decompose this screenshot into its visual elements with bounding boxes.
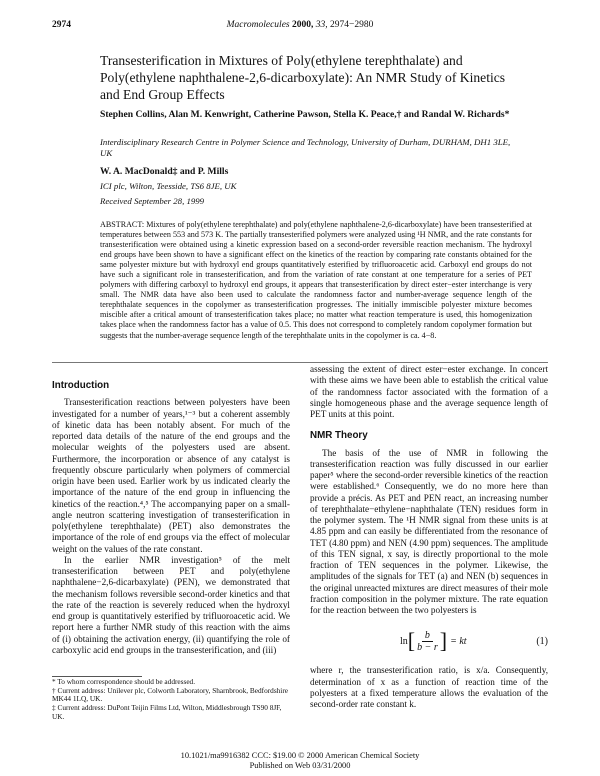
rate-equation [310, 627, 548, 655]
footnotes [52, 678, 290, 722]
introduction-heading: Introduction [52, 380, 110, 391]
received-date: Received September 28, 1999 [100, 196, 205, 206]
page-number: 2974 [52, 20, 71, 30]
left-column [52, 380, 290, 656]
journal-volume: 33, [315, 20, 328, 30]
equation-ln: ln [400, 635, 408, 647]
nmr-theory-paragraph-1: The basis of the use of NMR in following the transesterification reaction was fully discussed in our earlier paper⁵ where the second-order reversible kinetics of the reaction were established.⁶ Consequently, we do no more here than provide a précis. As PET and PEN react, an increasing number of terephthalate−ethylene−naphthalate (TEN) residues form in the polymer system. The ¹H NMR signal from these units is at 4.85 ppm and can easily be differentiated from the resonance of TET (4.80 ppm) and NEN (4.90 ppm) sequences. The amplitude of this TEN signal, x say, is directly proportional to the mole fraction of TEN sequences in the polymer. Likewise, the amplitudes of the signals for TET (a) and NEN (b) sequences in the original unreacted mixtures are direct measures of their mole fraction composition in the polymer mixture. The rate equation for the reaction between the two polyesters is [310, 447, 548, 615]
equation-number: (1) [536, 635, 548, 647]
affiliation-2: ICI plc, Wilton, Teesside, TS6 8JE, UK [100, 181, 237, 191]
journal-year: 2000, [291, 20, 314, 30]
abstract-text: Mixtures of poly(ethylene terephthalate) and poly(ethylene naphthalene-2,6-dicarboxylate) have been transesterified at temperatures between 553 and 573 K. The partially transesterified polymers were analyzed using ¹H NMR, and the rate constants for transesterification were obtained using a kinetic expression based on a second-order reversible reaction mechanism. The hydroxyl end groups have been shown to have a significant effect on the kinetics of the reaction by comparing rate constants obtained for the same polyester mixture but with hydroxyl end groups quantitatively esterified by trifluoroacetic acid. Carboxyl end groups do not have such a significant role in transesterification, and from the variation of rate constant at one temperature for a series of PET polymers with differing carboxyl to hydroxyl end groups, it appears that transesterification by direct ester−ester interchange is very small. The NMR data have also been used to calculate the randomness factor and number-average sequence length of the terephthalate sequences in the copolymer as transesterification progresses. The initially immiscible polyester mixture becomes miscible after a critical amount of transesterification takes place; no matter what reaction temperature is used, this homogenization takes place when the randomness factor has a value of 0.5. This does not correspond to completely random copolymer formation but suggests that the number-average sequence length of the terephthalate units in the copolymer is ca. 4−8. [100, 220, 532, 340]
equation-rhs: = kt [450, 635, 467, 647]
nmr-theory-paragraph-2: where r, the transesterification ratio, is x/a. Consequently, determination of x as a function of reaction time of the polyesters at a fixed temperature allows the evaluation of the second-order rate constant k. [310, 665, 548, 709]
footnote-address-1: † Current address: Unilever plc, Colworth Laboratory, Sharnbrook, Bedfordshire MK44 1LQ, UK. [52, 685, 289, 704]
right-column [310, 364, 548, 710]
equation-fraction [417, 630, 438, 654]
intro-paragraph-2: In the earlier NMR investigation⁵ of the melt transesterification between PET and poly(ethylene naphthalene−2,6-dicarbaxylate) (PEN), we demonstrated that the mechanism follows reversible second-order kinetics and that the rate of the reaction is severely reduced when the hydroxyl end group is quantitatively esterified by trifluoroacetic acid. We report here a further NMR study of this reaction with the aims of (i) obtaining the activation energy, (ii) quantifying the role of carboxylic acid end groups in the transesterification, and (iii) [52, 554, 290, 655]
article-title: Transesterification in Mixtures of Poly(ethylene terephthalate) and Poly(ethylene naphthalene-2,6-dicarboxylate): An NMR Study of Kinetics and End Group Effects [100, 53, 506, 102]
abstract-divider [52, 362, 548, 363]
author-list-2: W. A. MacDonald‡ and P. Mills [100, 166, 229, 177]
footnote-correspondence: * To whom correspondence should be addressed. [52, 677, 196, 686]
intro-paragraph-1: Transesterification reactions between polyesters have been investigated for a number of years,¹⁻³ but a coherent assembly of kinetic data has been notably absent. For much of the reported data details of the nature of the end groups and the molecular weights of the polyesters used are absent. Furthermore, the incorporation or absence of any catalyst is frequently obscure particularly when polymers of commercial origin have been used. Earlier work by us indicated clearly the importance of the nature of the end group in influencing the kinetics of the reaction.⁴,⁵ The accompanying paper on a small-angle neutron scattering investigation of transesterification in poly(ethylene terephthalate) (PET) also demonstrates the importance of the role of end groups via the effect of molecular weight on the values of the rate constant. [52, 397, 290, 554]
equation-bracket-right: ] [439, 628, 448, 654]
author-list-1: Stephen Collins, Alan M. Kenwright, Catherine Pawson, Stella K. Peace,† and Randal W. Richards* [100, 109, 510, 120]
equation-numerator: b [422, 630, 433, 642]
journal-citation [0, 20, 600, 30]
abstract-label: ABSTRACT: [100, 220, 145, 229]
nmr-theory-heading: NMR Theory [310, 430, 368, 442]
footnote-address-2: ‡ Current address: DuPont Teijin Films Ltd, Wilton, Middlesbrough TS90 8JF, UK. [52, 703, 282, 721]
affiliation-1: Interdisciplinary Research Centre in Polymer Science and Technology, University of Durham, DURHAM, DH1 3LE, UK [100, 137, 511, 158]
intro-continuation: assessing the extent of direct ester−ester exchange. In concert with these aims we have been able to establish the critical value of the randomness factor associated with the formation of a single homogeneous phase and the average sequence length of PET units at this point. [310, 364, 548, 419]
published-date: Published on Web 03/31/2000 [249, 761, 351, 770]
journal-name: Macromolecules [226, 20, 290, 30]
journal-pages: 2974−2980 [329, 20, 374, 30]
abstract [100, 220, 532, 341]
equation-denominator: b − r [417, 641, 438, 653]
equation-bracket-left: [ [407, 628, 416, 654]
doi-copyright-line: 10.1021/ma9916382 CCC: $19.00 © 2000 American Chemical Society [180, 751, 420, 760]
